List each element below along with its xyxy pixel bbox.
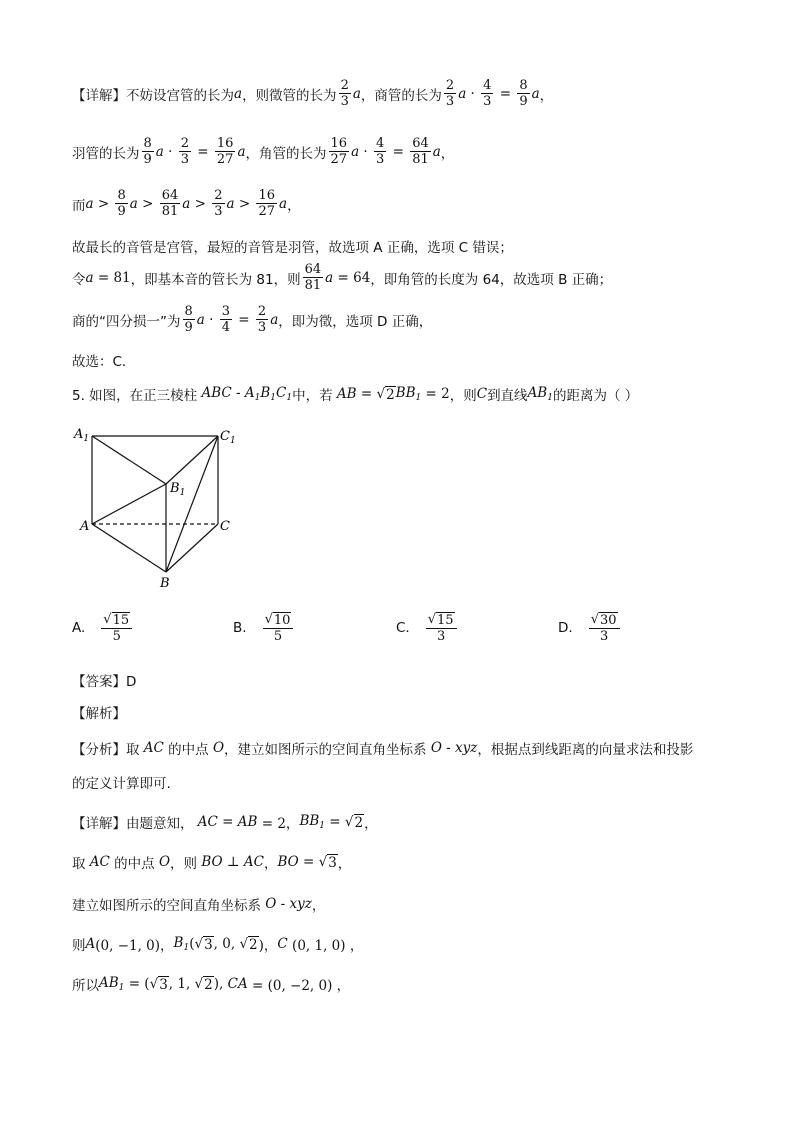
label-a1: $A_1$ [74, 427, 90, 444]
label-c: C [220, 519, 230, 534]
line-7: 故选：C． [72, 354, 136, 370]
answer-line: 【答案】D [72, 674, 137, 690]
label-c1: $C_1$ [220, 429, 236, 446]
coords-line: 则 A (0, −1, 0)， $B_1$ ( √ 3 , 0, √ 2 )， C (0, 1, 0) ， [72, 935, 364, 954]
line-6: 商的“四分损一”为 $\frac{8}{9}$ a · $\frac{3}{4}$ = $\frac{2}{3}$ a ，即为徵，选项 D 正确， [72, 304, 433, 335]
fenxi-line-2: 的定义计算即可. [72, 776, 171, 792]
qu-line: 取 AC 的中点 O ，则 BO ⊥ AC ， BO = √ 3 ， [72, 853, 352, 872]
vector-line: 所以 $AB_1$ = ( √ 3 , 1, √ 2 ), CA = (0, −2, 0) ， [72, 975, 351, 994]
jiexi-line: 【解析】 [72, 706, 126, 722]
line-5: 令 a = 81 ，即基本音的管长为 81，则 $\frac{64}{81}$ a = 64 ，即角管的长度为 64，故选项 B 正确； [72, 262, 613, 293]
xiangjie-line: 【详解】由题意知， AC = AB = 2， $BB_1$ = √ 2 ， [72, 813, 378, 832]
line-1: 【详解】不妨设宫管的长为 a ，则徵管的长为 $\frac{2}{3}$ a ，商管的长为 $\frac{2}{3}$ a · $\frac{4}{3}$ = $\frac{8}{9}$ a ， [72, 78, 554, 109]
option-a[interactable]: A. √ 15 5 [72, 612, 134, 644]
option-d[interactable]: D. √ 30 3 [558, 612, 622, 644]
fenxi-line: 【分析】取 AC 的中点 O ，建立如图所示的空间直角坐标系 O - xyz ，根据点到线距离的向量求法和投影 [72, 740, 694, 758]
line-3: 而 a > $\frac{8}{9}$ a > $\frac{64}{81}$ a > $\frac{2}{3}$ a > $\frac{16}{27}$ a ， [72, 188, 301, 219]
label-a: A [80, 519, 90, 534]
prism-figure [68, 420, 248, 595]
line-2: 羽管的长为 $\frac{8}{9}$ a · $\frac{2}{3}$ = $\frac{16}{27}$ a ，角管的长为 $\frac{16}{27}$ a · $\frac{4}{3}$ = $\frac{64}{81}$ a ， [72, 136, 455, 167]
fraction: $\frac{2}{3}$ [340, 78, 349, 109]
question-5: 5. 如图，在正三棱柱 ABC - $A_1B_1C_1$ 中，若 AB = √ 2 $BB_1$ = 2 ，则 C 到直线 $AB_1$ 的距离为（ ） [72, 385, 639, 404]
label-b: B [160, 576, 170, 591]
label-b1: $B_1$ [170, 481, 186, 498]
jianli-line: 建立如图所示的空间直角坐标系 O - xyz ， [72, 896, 326, 914]
option-b[interactable]: B. √ 10 5 [233, 612, 295, 644]
option-c[interactable]: C. √ 15 3 [396, 612, 459, 644]
line-4: 故最长的音管是宫管，最短的音管是羽管，故选项 A 正确，选项 C 错误； [72, 240, 513, 256]
